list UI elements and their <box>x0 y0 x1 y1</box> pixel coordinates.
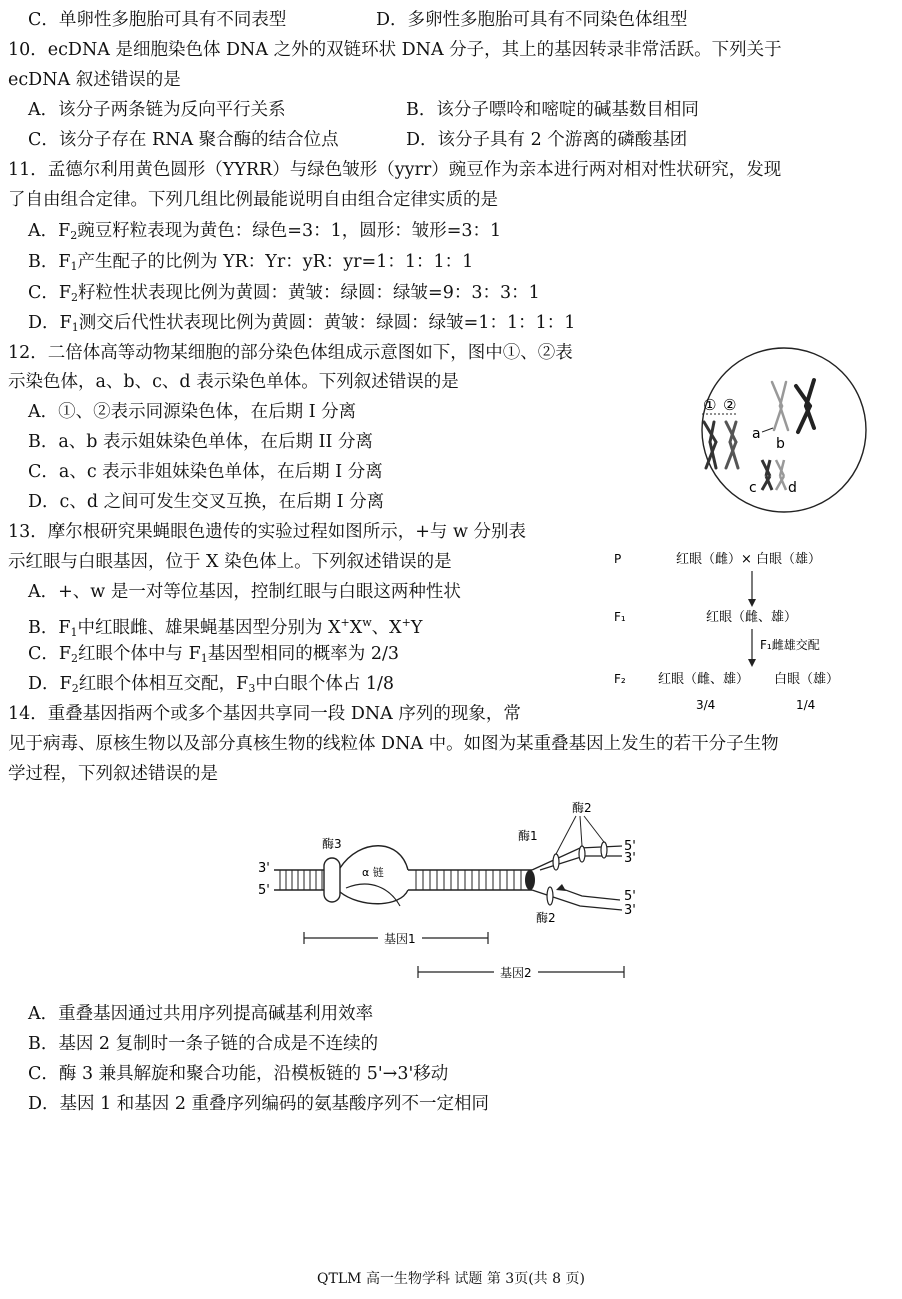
q14-stem-line2: 见于病毒、原核生物以及部分真核生物的线粒体 DNA 中。如图为某重叠基因上发生的若干分子生物 <box>8 734 779 754</box>
enzyme1-shape <box>525 870 535 890</box>
q10-option-d: D．该分子具有 2 个游离的磷酸基团 <box>406 130 688 150</box>
f1-label: F₁ <box>614 610 626 624</box>
q13-stem-line2: 示红眼与白眼基因，位于 X 染色体上。下列叙述错误的是 <box>8 552 452 572</box>
q11-option-d: D．$F_1$测交后代性状表现比例为黄圆：黄皱：绿圆：绿皱=1：1：1：1 <box>28 313 576 334</box>
q12-option-a: A．①、②表示同源染色体，在后期 I 分离 <box>28 402 357 422</box>
q13-option-c: C．$F_2$红眼个体中与 $F_1$基因型相同的概率为 2/3 <box>28 644 399 665</box>
enzyme2-shape-d <box>547 887 553 905</box>
q10-stem-line1: 10．ecDNA 是细胞染色体 DNA 之外的双链环状 DNA 分子，其上的基因转录非常活跃。下列关于 <box>8 40 782 60</box>
left-3prime: 3' <box>258 861 270 876</box>
q12-option-d: D．c、d 之间可发生交叉互换，在后期 I 分离 <box>28 492 385 512</box>
chromosome-1 <box>704 422 716 468</box>
f2-white-text: 白眼（雄） <box>774 672 840 687</box>
q13-option-a: A．+、w 是一对等位基因，控制红眼与白眼这两种性状 <box>28 582 461 602</box>
chromosome-light <box>772 382 788 430</box>
enzyme1-label: 酶1 <box>518 829 538 843</box>
label-chromatid-b: b <box>776 436 785 452</box>
p-cross-text: 红眼（雌）× 白眼（雄） <box>676 552 822 567</box>
right-3prime-a: 3' <box>624 851 636 866</box>
f1-text: 红眼（雌、雄） <box>706 610 798 625</box>
chromosome-cell-figure <box>676 344 896 516</box>
label-chromatid-c: c <box>749 480 757 496</box>
label-chromatid-a: a <box>752 426 761 442</box>
enzyme3-label: 酶3 <box>322 837 342 851</box>
right-3prime-b: 3' <box>624 903 636 918</box>
enzyme2-shape-a <box>553 854 559 870</box>
enzyme2-shape-b <box>579 846 585 862</box>
q9-option-d: D．多卵性多胞胎可具有不同染色体组型 <box>376 10 688 30</box>
right-5prime-a: 5' <box>624 839 636 854</box>
label-chromatid-d: d <box>788 480 797 496</box>
chromosome-small-light <box>776 460 786 490</box>
f2-white-ratio: 1/4 <box>796 698 816 712</box>
q12-stem-line2: 示染色体，a、b、c、d 表示染色单体。下列叙述错误的是 <box>8 372 459 392</box>
gene1-label: 基因1 <box>384 932 416 946</box>
right-5prime-b: 5' <box>624 889 636 904</box>
q11-option-c: C．$F_2$籽粒性状表现比例为黄圆：黄皱：绿圆：绿皱=9：3：3：1 <box>28 283 540 304</box>
cross-diagram-figure <box>606 545 896 715</box>
q14-option-b: B．基因 2 复制时一条子链的合成是不连续的 <box>28 1034 379 1054</box>
chromosome-2 <box>726 422 738 468</box>
gene2-label: 基因2 <box>500 966 532 980</box>
enzyme2-shape-c <box>601 842 607 858</box>
f1-mating-text: F₁雌雄交配 <box>760 638 820 652</box>
q13-option-d: D．$F_2$红眼个体相互交配，$F_3$中白眼个体占 1/8 <box>28 674 395 695</box>
q12-option-b: B．a、b 表示姐妹染色单体，在后期 II 分离 <box>28 432 374 452</box>
q14-stem-line3: 学过程，下列叙述错误的是 <box>8 764 218 784</box>
q11-stem-line1: 11．孟德尔利用黄色圆形（YYRR）与绿色皱形（yyrr）豌豆作为亲本进行两对相对性状研究，发现 <box>8 160 782 180</box>
p-label: P <box>614 552 622 566</box>
q12-stem-line1: 12．二倍体高等动物某细胞的部分染色体组成示意图如下，图中①、②表 <box>8 343 573 363</box>
alpha-chain-label: α 链 <box>362 866 384 879</box>
q13-option-b: B．$F_1$中红眼雌、雄果蝇基因型分别为 $X^+X^w$、X+Y <box>28 616 423 639</box>
left-5prime: 5' <box>258 883 270 898</box>
q10-option-b: B．该分子嘌呤和嘧啶的碱基数目相同 <box>406 100 699 120</box>
q13-stem-line1: 13．摩尔根研究果蝇眼色遗传的实验过程如图所示，+与 w 分别表 <box>8 522 527 542</box>
q10-option-a: A．该分子两条链为反向平行关系 <box>28 100 286 120</box>
q12-option-c: C．a、c 表示非姐妹染色单体，在后期 I 分离 <box>28 462 383 482</box>
q9-option-c: C．单卵性多胞胎可具有不同表型 <box>28 10 287 30</box>
q11-option-b: B．$F_1$产生配子的比例为 YR：Yr：yR：yr=1：1：1：1 <box>28 252 474 273</box>
enzyme2-top-label: 酶2 <box>572 801 592 815</box>
q10-stem-line2: ecDNA 叙述错误的是 <box>8 70 181 90</box>
label-chromosome-2: ② <box>723 396 737 414</box>
f2-red-text: 红眼（雌、雄） <box>658 672 750 687</box>
q14-option-c: C．酶 3 兼具解旋和聚合功能，沿模板链的 5'→3'移动 <box>28 1064 449 1084</box>
q10-option-c: C．该分子存在 RNA 聚合酶的结合位点 <box>28 130 339 150</box>
f2-red-ratio: 3/4 <box>696 698 716 712</box>
label-chromosome-1: ① <box>703 396 717 414</box>
q11-option-a: A．$F_2$豌豆籽粒表现为黄色：绿色=3：1，圆形：皱形=3：1 <box>28 221 502 242</box>
q11-stem-line2: 了自由组合定律。下列几组比例最能说明自由组合定律实质的是 <box>8 190 498 210</box>
chromosome-dark <box>796 380 814 432</box>
q14-option-a: A．重叠基因通过共用序列提高碱基利用效率 <box>28 1004 374 1024</box>
enzyme3-shape <box>324 858 340 902</box>
overlapping-gene-figure <box>250 798 650 990</box>
page-footer: QTLM 高一生物学科 试题 第 3页(共 8 页) <box>317 1271 585 1287</box>
f2-label: F₂ <box>614 672 626 686</box>
q14-stem-line1: 14．重叠基因指两个或多个基因共享同一段 DNA 序列的现象，常 <box>8 704 521 724</box>
enzyme2-bottom-label: 酶2 <box>536 911 556 925</box>
chromosome-small-dark <box>762 460 772 490</box>
q14-option-d: D．基因 1 和基因 2 重叠序列编码的氨基酸序列不一定相同 <box>28 1094 490 1114</box>
